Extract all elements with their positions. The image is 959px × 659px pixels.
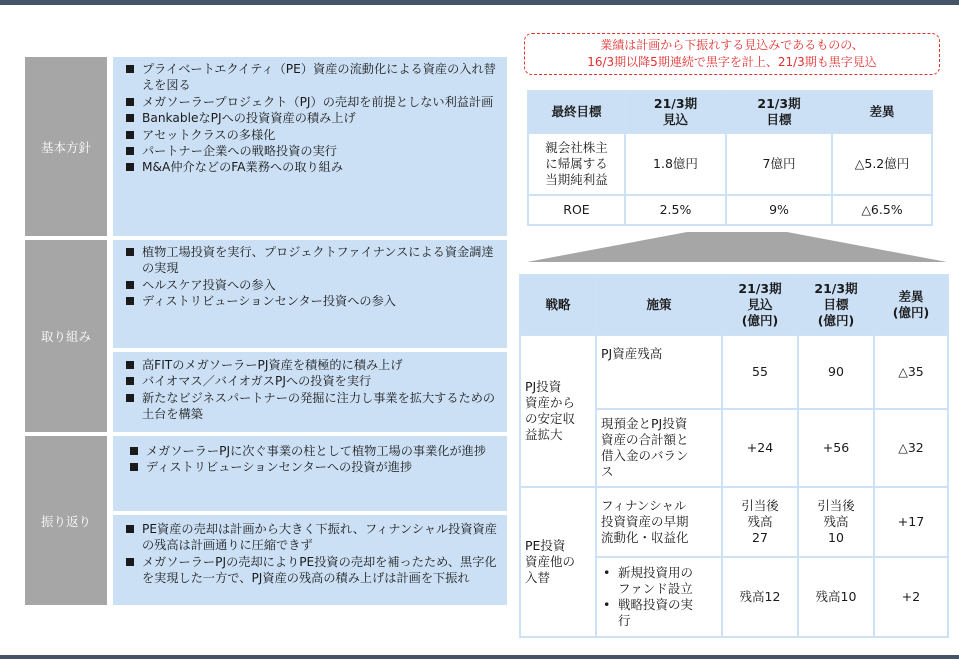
bullet-item: BankableなPJへの投資資産の積み上げ: [123, 110, 499, 126]
bullet-item: アセットクラスの多様化: [123, 127, 499, 143]
header-forecast: 21/3期 見込 (億円): [722, 275, 798, 335]
final-target-table: [527, 90, 933, 226]
bullet-item: プライベートエクイティ（PE）資産の流動化による資産の入れ替えを図る: [123, 61, 499, 94]
header-measure: 施策: [596, 275, 722, 335]
bullet-item: バイオマス／バイオガスPJへの投資を実行: [123, 373, 499, 389]
cell-value: +56: [798, 409, 874, 487]
performance-callout: [524, 33, 940, 75]
cell-value: 引当後 残高 27: [722, 487, 798, 557]
cell-value: 2.5%: [625, 195, 726, 225]
callout-line-1: 業績は計画から下振れする見込みであるものの、: [600, 38, 864, 52]
row-label-roe: ROE: [528, 195, 625, 225]
bullet-item: ディストリビューションセンターへの投資が進捗: [127, 459, 493, 475]
header-forecast: 21/3期 見込: [625, 91, 726, 133]
strategy-table: [519, 274, 949, 638]
bullet-item: パートナー企業への戦略投資の実行: [123, 143, 499, 159]
cell-value: 9%: [726, 195, 832, 225]
cell-value: △6.5%: [832, 195, 932, 225]
row-label-net-income: 親会社株主 に帰属する 当期純利益: [528, 133, 625, 195]
bullet-item: M&A仲介などのFA業務への取り組み: [123, 159, 499, 175]
measure-pj-asset-balance: PJ資産残高: [596, 335, 722, 409]
initiatives-bullets-2: [113, 352, 507, 432]
callout-line-2: 16/3期以降5期連続で黒字を計上、21/3期も黒字見込: [587, 55, 877, 69]
bullet-item: ヘルスケア投資への参入: [123, 277, 499, 293]
review-bullets-1: [113, 436, 507, 511]
bullet-item: メガソーラーPJの売却によりPE投資の売却を補ったため、黒字化を実現した一方で、PJ資産の残高の積み上げは計画を下振れ: [123, 554, 499, 587]
measure-new-investments: [596, 557, 722, 637]
bottom-frame-bar: [0, 655, 959, 659]
header-target: 21/3期 目標 (億円): [798, 275, 874, 335]
bullet-item: 高FITのメガソーラーPJ資産を積極的に積み上げ: [123, 357, 499, 373]
measure-financial-assets: フィナンシャル 投資資産の早期 流動化・収益化: [596, 487, 722, 557]
cell-value: 1.8億円: [625, 133, 726, 195]
initiatives-bullets-1: [113, 240, 507, 348]
cell-value: 引当後 残高 10: [798, 487, 874, 557]
cell-value: 55: [722, 335, 798, 409]
measure-bullet: • 戦略投資の実 行: [601, 597, 717, 629]
cell-value: +17: [874, 487, 948, 557]
top-frame-bar: [0, 0, 959, 5]
bullet-item: 植物工場投資を実行、プロジェクトファイナンスによる資金調達の実現: [123, 244, 499, 277]
section-label-initiatives: 取り組み: [25, 240, 107, 432]
section-label-review: 振り返り: [25, 436, 107, 605]
header-final-target: 最終目標: [528, 91, 625, 133]
header-difference: 差異 (億円): [874, 275, 948, 335]
cell-value: △5.2億円: [832, 133, 932, 195]
section-label-basic-policy: 基本方針: [25, 57, 107, 236]
header-difference: 差異: [832, 91, 932, 133]
cell-value: 残高10: [798, 557, 874, 637]
bullet-item: PE資産の売却は計画から大きく下振れ、フィナンシャル投資資産の残高は計画通りに圧縮できず: [123, 521, 499, 554]
bullet-item: 新たなビジネスパートナーの発掘に注力し事業を拡大するための土台を構築: [123, 390, 499, 423]
strategy-pj-assets: PJ投資 資産から の安定収 益拡大: [520, 335, 596, 487]
strategy-pe-assets: PE投資 資産他の 入替: [520, 487, 596, 637]
review-bullets-2: [113, 515, 507, 605]
cell-value: 90: [798, 335, 874, 409]
expand-arrow-shape: [527, 228, 947, 264]
bullet-item: メガソーラープロジェクト（PJ）の売却を前提としない利益計画: [123, 94, 499, 110]
cell-value: +2: [874, 557, 948, 637]
bullet-item: メガソーラーPJに次ぐ事業の柱として植物工場の事業化が進捗: [127, 443, 493, 459]
measure-bullet: • 新規投資用の ファンド設立: [601, 565, 717, 597]
header-strategy: 戦略: [520, 275, 596, 335]
cell-value: △35: [874, 335, 948, 409]
measure-cash-balance: 現預金とPJ投資 資産の合計額と 借入金のバラン ス: [596, 409, 722, 487]
cell-value: △32: [874, 409, 948, 487]
cell-value: 7億円: [726, 133, 832, 195]
header-target: 21/3期 目標: [726, 91, 832, 133]
bullet-item: ディストリビューションセンター投資への参入: [123, 293, 499, 309]
basic-policy-bullets: [113, 57, 507, 236]
cell-value: +24: [722, 409, 798, 487]
cell-value: 残高12: [722, 557, 798, 637]
